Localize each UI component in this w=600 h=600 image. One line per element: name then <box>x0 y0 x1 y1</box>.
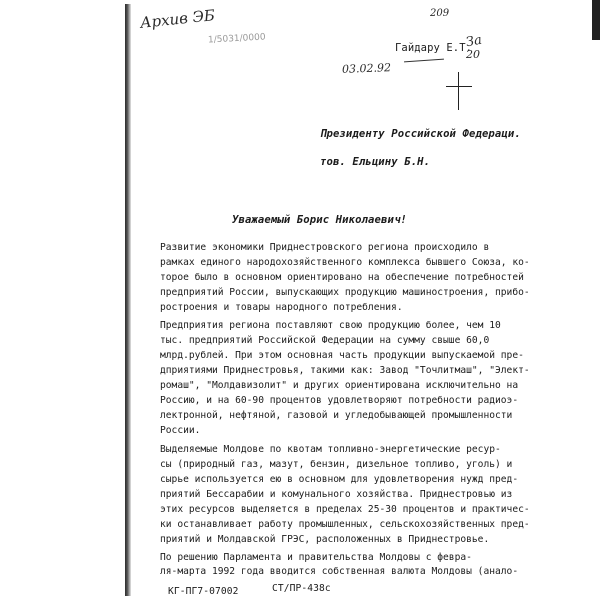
body-line: России. <box>160 425 201 436</box>
scan-edge-shadow <box>592 0 600 40</box>
copy-addressee: Гайдару Е.Т. <box>395 42 473 54</box>
page-number: 209 <box>430 8 450 19</box>
body-line: сырье используется ею в основном для удовлетворения нужд пред- <box>160 474 519 485</box>
body-line: ля-марта 1992 года вводится собственная валюта Молдовы (анало- <box>160 566 519 577</box>
body-line: Развитие экономики Приднестровского региона происходило в <box>160 242 490 253</box>
body-line: тыс. предприятий Российской Федерации на сумму свыше 60,0 <box>160 335 490 346</box>
body-line: Предприятия региона поставляют свою продукцию более, чем 10 <box>160 320 501 331</box>
archive-handwritten-note: Архив ЭБ <box>139 6 216 32</box>
handwritten-date: 03.02.92 <box>341 61 392 76</box>
handwritten-initial-number: 20 <box>466 48 480 61</box>
body-line: ки останавливает работу промышленных, сельскохозяйственных пред- <box>160 519 530 530</box>
body-line: ромаш", "Молдавизолит" и других ориентирована исключительно на <box>160 380 519 391</box>
body-line: дприятиями Приднестровья, такими как: Завод "Точлитмаш", "Элект- <box>160 365 530 376</box>
handwritten-underline <box>404 59 444 63</box>
body-line: торое было в основном ориентировано на обеспечение потребностей <box>160 272 524 283</box>
body-line: ростроения и товары народного потребления. <box>160 302 403 313</box>
handwritten-cross-mark-bar <box>446 86 472 87</box>
scan-binding-shadow <box>125 4 131 596</box>
body-line: Выделяемые Молдове по квотам топливно-энергетические ресур- <box>160 444 501 455</box>
recipient-name: тов. Ельцину Б.Н. <box>320 156 431 168</box>
salutation: Уважаемый Борис Николаевич! <box>232 214 407 226</box>
body-line: По решению Парламента и правительства Молдовы с февра- <box>160 552 472 563</box>
body-line: млрд.рублей. При этом основная часть продукции выпускаемой пре- <box>160 350 524 361</box>
body-line: рамках единого народохозяйственного комплекса бывшего Союза, ко- <box>160 257 530 268</box>
handwritten-cross-mark <box>458 72 459 110</box>
reference-code: СТ/ПР-438с <box>272 583 331 594</box>
recipient-title: Президенту Российской Федераци. <box>320 128 521 140</box>
body-line: лектронной, нефтяной, газовой и угледобывающей промышленности <box>160 410 513 421</box>
body-line: сы (природный газ, мазут, бензин, дизельное топливо, уголь) и <box>160 459 513 470</box>
archive-code: КГ-ПГ7-07002 <box>168 586 239 597</box>
body-line: Россию, и на 60-90 процентов удовлетворяют потребности радиоэ- <box>160 395 519 406</box>
body-line: приятий и Молдавской ГРЭС, расположенных в Приднестровье. <box>160 534 490 545</box>
body-line: приятий Бессарабии и комунального хозяйства. Приднестровью из <box>160 489 513 500</box>
faint-stamp-number: 1/5031/0000 <box>207 32 266 46</box>
body-line: предприятий России, выпускающих продукцию машиностроения, прибо- <box>160 287 530 298</box>
body-line: этих ресурсов выделяется в пределах 25-30 процентов и практичес- <box>160 504 530 515</box>
handwritten-initial: За <box>464 32 484 51</box>
